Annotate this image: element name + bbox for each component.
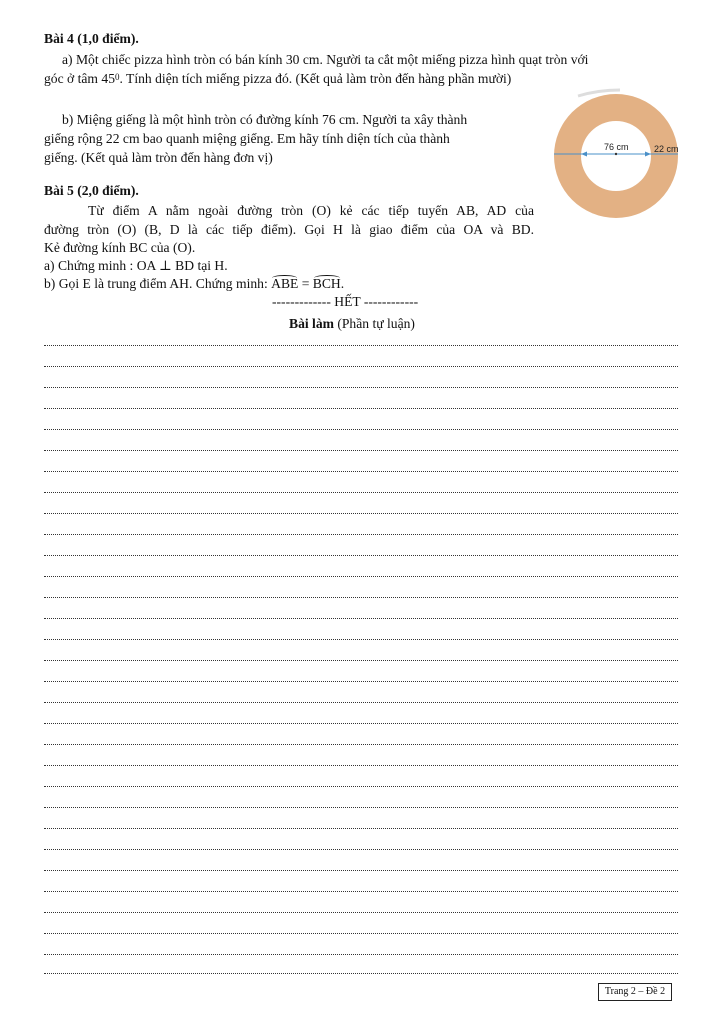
answer-title-bold: Bài làm [289, 316, 334, 331]
answer-line [44, 576, 678, 577]
answer-line [44, 555, 678, 556]
answer-line [44, 891, 678, 892]
inner-diameter-label: 76 cm [604, 142, 629, 152]
bai4-part-b-line2: giếng rộng 22 cm bao quanh miệng giếng. Em hãy tính diện tích của thành [44, 131, 450, 146]
answer-line [44, 912, 678, 913]
answer-line [44, 973, 678, 974]
answer-line [44, 954, 678, 955]
answer-line [44, 933, 678, 934]
answer-line [44, 744, 678, 745]
period: . [340, 276, 345, 291]
bai5-line1: Từ điểm A nằm ngoài đường tròn (O) kẻ các tiếp tuyến AB, AD của [88, 203, 534, 218]
degree-superscript: 0 [115, 72, 120, 82]
answer-line [44, 618, 678, 619]
answer-line [44, 849, 678, 850]
answer-line [44, 765, 678, 766]
page-footer: Trang 2 – Đề 2 [598, 983, 672, 1001]
bai4-part-b-line3: giếng. (Kết quả làm tròn đến hàng đơn vị) [44, 150, 273, 165]
answer-line [44, 345, 678, 346]
answer-line [44, 492, 678, 493]
angle-abe: ABE [271, 276, 299, 291]
bai4-part-a-text-end: . Tính diện tích miếng pizza đó. (Kết quả làm tròn đến hàng phần mười) [119, 71, 512, 86]
bai4-heading: Bài 4 (1,0 điểm). [44, 31, 139, 46]
bai5-part-b-text: b) Gọi E là trung điểm AH. Chứng minh: [44, 276, 272, 291]
answer-line [44, 828, 678, 829]
answer-line [44, 870, 678, 871]
answer-line [44, 702, 678, 703]
answer-line [44, 681, 678, 682]
answer-line [44, 408, 678, 409]
ring-width-label: 22 cm [654, 144, 679, 154]
bai4-part-b-line1: b) Miệng giếng là một hình tròn có đường kính 76 cm. Người ta xây thành [62, 112, 468, 127]
answer-line [44, 513, 678, 514]
answer-title [289, 316, 415, 332]
bai4-part-a-line1: a) Một chiếc pizza hình tròn có bán kính 30 cm. Người ta cắt một miếng pizza hình quạt tròn với [62, 52, 589, 67]
answer-line [44, 723, 678, 724]
bai5-part-b [44, 276, 344, 292]
answer-line [44, 786, 678, 787]
answer-line [44, 450, 678, 451]
answer-line [44, 471, 678, 472]
answer-title-rest: (Phần tự luận) [333, 316, 415, 331]
answer-line [44, 429, 678, 430]
answer-line [44, 639, 678, 640]
bai4-part-a-line2 [44, 71, 511, 87]
answer-line [44, 366, 678, 367]
bai5-line3: Kẻ đường kính BC của (O). [44, 240, 196, 255]
answer-line [44, 597, 678, 598]
angle-bch: BCH [312, 276, 341, 291]
answer-line [44, 660, 678, 661]
center-dot [615, 153, 617, 155]
bai5-part-a: a) Chứng minh : OA ⊥ BD tại H. [44, 258, 228, 273]
equals-sign: = [298, 276, 313, 291]
bai4-part-a-text: góc ở tâm 45 [44, 71, 115, 86]
bai5-line2: đường tròn (O) (B, D là các tiếp điểm). Gọi H là giao điểm của OA và BD. [44, 222, 534, 237]
answer-line [44, 807, 678, 808]
ring-inner-circle [581, 121, 651, 191]
well-ring-figure [548, 88, 684, 224]
answer-line [44, 387, 678, 388]
answer-line [44, 534, 678, 535]
end-marker: ------------- HẾT ------------ [272, 294, 419, 309]
bai5-heading: Bài 5 (2,0 điểm). [44, 183, 139, 198]
